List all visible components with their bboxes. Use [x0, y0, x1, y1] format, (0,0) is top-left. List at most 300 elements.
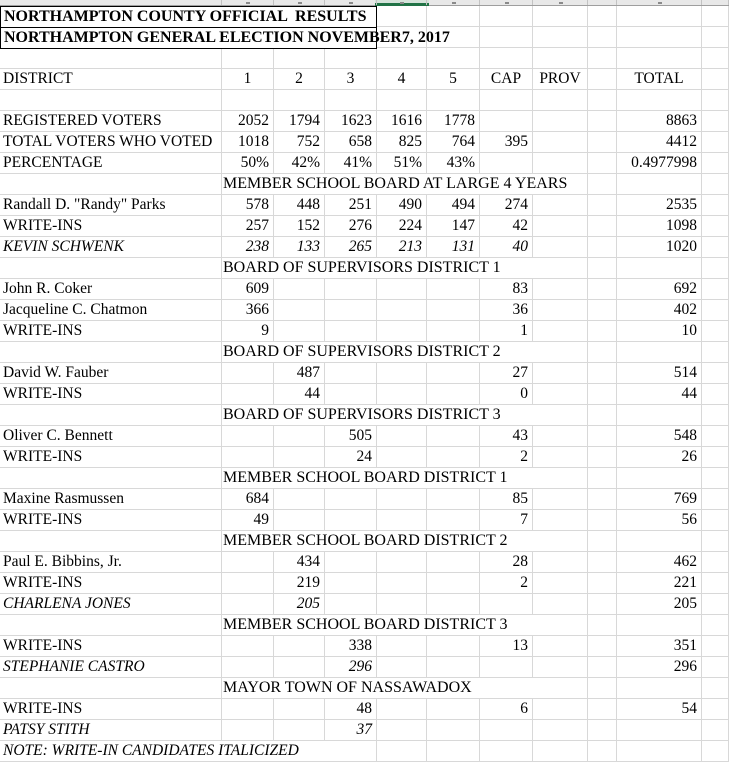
cell-edge[interactable] [702, 90, 729, 111]
column-header-cell[interactable] [588, 69, 617, 90]
cell-prov[interactable] [533, 489, 588, 510]
cell-c1[interactable] [222, 447, 274, 468]
cell-c3[interactable]: 276 [325, 216, 377, 237]
cell-c1[interactable] [222, 657, 274, 678]
cell-c5[interactable] [427, 720, 480, 741]
cell-c4[interactable] [377, 279, 427, 300]
cell-edge[interactable] [702, 111, 729, 132]
cell-sp[interactable] [588, 552, 617, 573]
cell-cap[interactable] [480, 27, 533, 48]
cell-total[interactable]: 205 [617, 594, 702, 615]
cell-c2[interactable]: 448 [274, 195, 325, 216]
cell-c3[interactable]: 251 [325, 195, 377, 216]
cell-c3[interactable] [325, 279, 377, 300]
cell-c5[interactable]: 1778 [427, 111, 480, 132]
cell-sp[interactable] [588, 468, 617, 489]
cell-cap[interactable]: 40 [480, 237, 533, 258]
cell-c2[interactable]: 752 [274, 132, 325, 153]
cell-prov[interactable] [533, 195, 588, 216]
cell-c3[interactable] [325, 594, 377, 615]
cell-c5[interactable] [427, 48, 480, 69]
cell-c3[interactable] [325, 90, 377, 111]
cell-edge[interactable] [702, 510, 729, 531]
cell-c2[interactable]: 205 [274, 594, 325, 615]
cell-total[interactable]: 54 [617, 699, 702, 720]
cell-c4[interactable]: 224 [377, 216, 427, 237]
cell-c2[interactable] [274, 48, 325, 69]
cell-sp[interactable] [588, 216, 617, 237]
cell-label[interactable] [0, 48, 222, 69]
cell-sp[interactable] [588, 510, 617, 531]
cell-c1[interactable] [222, 636, 274, 657]
cell-total[interactable]: 1020 [617, 237, 702, 258]
cell-prov[interactable] [533, 321, 588, 342]
cell-edge[interactable] [702, 489, 729, 510]
cell-cap[interactable] [480, 48, 533, 69]
column-header-cell[interactable]: TOTAL [617, 69, 702, 90]
cell-edge[interactable] [702, 405, 729, 426]
cell-c3[interactable]: 296 [325, 657, 377, 678]
cell-total[interactable] [617, 48, 702, 69]
cell-label[interactable]: TOTAL VOTERS WHO VOTED [0, 132, 222, 153]
cell-label[interactable]: WRITE-INS [0, 636, 222, 657]
cell-sp[interactable] [588, 573, 617, 594]
cell-c2[interactable] [274, 510, 325, 531]
cell-c5[interactable] [427, 6, 480, 27]
cell-total[interactable] [617, 531, 702, 552]
cell-sp[interactable] [588, 384, 617, 405]
cell-c1[interactable] [222, 573, 274, 594]
cell-c1[interactable]: 578 [222, 195, 274, 216]
cell-total[interactable] [617, 90, 702, 111]
cell-c5[interactable]: 43% [427, 153, 480, 174]
section-header-cell[interactable]: MEMBER SCHOOL BOARD AT LARGE 4 YEARS [222, 174, 588, 195]
column-header-cell[interactable]: CAP [480, 69, 533, 90]
cell-label[interactable] [0, 531, 222, 552]
cell-prov[interactable] [533, 279, 588, 300]
cell-cap[interactable]: 1 [480, 321, 533, 342]
cell-cap[interactable]: 43 [480, 426, 533, 447]
cell-prov[interactable] [533, 510, 588, 531]
cell-c3[interactable]: 338 [325, 636, 377, 657]
cell-edge[interactable] [702, 741, 729, 762]
cell-sp[interactable] [588, 279, 617, 300]
cell-prov[interactable] [533, 573, 588, 594]
cell-sp[interactable] [588, 321, 617, 342]
cell-prov[interactable] [533, 447, 588, 468]
cell-sp[interactable] [588, 741, 617, 762]
cell-label[interactable] [0, 615, 222, 636]
cell-label[interactable]: Maxine Rasmussen [0, 489, 222, 510]
cell-total[interactable] [617, 615, 702, 636]
cell-c1[interactable]: 257 [222, 216, 274, 237]
cell-c4[interactable] [377, 510, 427, 531]
cell-c1[interactable]: 1018 [222, 132, 274, 153]
cell-cap[interactable]: 85 [480, 489, 533, 510]
cell-c2[interactable] [274, 636, 325, 657]
cell-total[interactable]: 56 [617, 510, 702, 531]
column-header-cell[interactable]: 2 [274, 69, 325, 90]
cell-c3[interactable]: 24 [325, 447, 377, 468]
cell-c5[interactable]: 147 [427, 216, 480, 237]
cell-c5[interactable] [427, 426, 480, 447]
cell-cap[interactable]: 83 [480, 279, 533, 300]
cell-sp[interactable] [588, 426, 617, 447]
cell-sp[interactable] [588, 111, 617, 132]
cell-edge[interactable] [702, 321, 729, 342]
cell-label[interactable] [0, 174, 222, 195]
sheet-subtitle[interactable]: NORTHAMPTON GENERAL ELECTION NOVEMBER7, 2017 [4, 29, 450, 46]
cell-prov[interactable] [533, 699, 588, 720]
cell-c5[interactable] [427, 552, 480, 573]
cell-sp[interactable] [588, 48, 617, 69]
cell-sp[interactable] [588, 699, 617, 720]
sheet-title[interactable]: NORTHAMPTON COUNTY OFFICIAL RESULTS [1, 7, 376, 28]
cell-cap[interactable] [480, 657, 533, 678]
cell-total[interactable] [617, 468, 702, 489]
cell-prov[interactable] [533, 153, 588, 174]
cell-edge[interactable] [702, 300, 729, 321]
cell-sp[interactable] [588, 132, 617, 153]
cell-prov[interactable] [533, 90, 588, 111]
cell-c5[interactable] [427, 657, 480, 678]
cell-c2[interactable]: 42% [274, 153, 325, 174]
cell-sp[interactable] [588, 720, 617, 741]
cell-c5[interactable] [427, 489, 480, 510]
cell-sp[interactable] [588, 531, 617, 552]
cell-label[interactable] [0, 678, 222, 699]
cell-c3[interactable] [325, 384, 377, 405]
cell-c3[interactable] [325, 510, 377, 531]
cell-label[interactable] [0, 405, 222, 426]
cell-c1[interactable] [222, 594, 274, 615]
note-cell[interactable]: NOTE: WRITE-IN CANDIDATES ITALICIZED [0, 741, 377, 762]
column-header-cell[interactable]: DISTRICT [0, 69, 222, 90]
cell-cap[interactable]: 2 [480, 447, 533, 468]
cell-total[interactable] [617, 6, 702, 27]
cell-c4[interactable] [377, 720, 427, 741]
cell-prov[interactable] [533, 27, 588, 48]
cell-c5[interactable]: 494 [427, 195, 480, 216]
cell-edge[interactable] [702, 174, 729, 195]
cell-label[interactable]: WRITE-INS [0, 699, 222, 720]
cell-c4[interactable] [377, 321, 427, 342]
cell-prov[interactable] [533, 594, 588, 615]
cell-label[interactable]: WRITE-INS [0, 216, 222, 237]
cell-c3[interactable] [325, 573, 377, 594]
cell-c3[interactable]: 658 [325, 132, 377, 153]
cell-sp[interactable] [588, 594, 617, 615]
cell-prov[interactable] [533, 132, 588, 153]
cell-prov[interactable] [533, 636, 588, 657]
cell-c2[interactable] [274, 300, 325, 321]
cell-c3[interactable]: 41% [325, 153, 377, 174]
cell-prov[interactable] [533, 384, 588, 405]
cell-prov[interactable] [533, 216, 588, 237]
cell-edge[interactable] [702, 426, 729, 447]
cell-cap[interactable] [480, 594, 533, 615]
column-header-cell[interactable]: PROV [533, 69, 588, 90]
cell-c1[interactable]: 684 [222, 489, 274, 510]
cell-c2[interactable] [274, 657, 325, 678]
cell-c2[interactable] [274, 321, 325, 342]
section-header-cell[interactable]: BOARD OF SUPERVISORS DISTRICT 2 [222, 342, 588, 363]
cell-total[interactable] [617, 405, 702, 426]
cell-edge[interactable] [702, 279, 729, 300]
cell-sp[interactable] [588, 174, 617, 195]
cell-c4[interactable] [377, 447, 427, 468]
cell-edge[interactable] [702, 531, 729, 552]
cell-sp[interactable] [588, 657, 617, 678]
cell-c2[interactable]: 219 [274, 573, 325, 594]
cell-c1[interactable] [222, 363, 274, 384]
cell-label[interactable] [0, 258, 222, 279]
cell-c2[interactable] [274, 447, 325, 468]
cell-total[interactable]: 0.4977998 [617, 153, 702, 174]
cell-c4[interactable]: 51% [377, 153, 427, 174]
cell-c1[interactable] [222, 90, 274, 111]
cell-total[interactable] [617, 27, 702, 48]
cell-total[interactable]: 514 [617, 363, 702, 384]
cell-total[interactable]: 548 [617, 426, 702, 447]
cell-label[interactable]: PATSY STITH [0, 720, 222, 741]
cell-sp[interactable] [588, 489, 617, 510]
cell-c3[interactable]: 265 [325, 237, 377, 258]
cell-total[interactable]: 44 [617, 384, 702, 405]
cell-prov[interactable] [533, 237, 588, 258]
cell-c1[interactable]: 50% [222, 153, 274, 174]
column-header-cell[interactable]: 3 [325, 69, 377, 90]
cell-total[interactable] [617, 258, 702, 279]
cell-c5[interactable] [427, 321, 480, 342]
cell-c1[interactable]: 609 [222, 279, 274, 300]
cell-cap[interactable]: 36 [480, 300, 533, 321]
cell-label[interactable] [0, 90, 222, 111]
cell-c1[interactable] [222, 48, 274, 69]
cell-sp[interactable] [588, 195, 617, 216]
cell-sp[interactable] [588, 615, 617, 636]
cell-label[interactable]: PERCENTAGE [0, 153, 222, 174]
cell-sp[interactable] [588, 636, 617, 657]
cell-c3[interactable] [325, 48, 377, 69]
cell-prov[interactable] [533, 741, 588, 762]
cell-c5[interactable] [427, 363, 480, 384]
cell-c5[interactable] [427, 573, 480, 594]
cell-edge[interactable] [702, 363, 729, 384]
cell-edge[interactable] [702, 552, 729, 573]
cell-total[interactable]: 1098 [617, 216, 702, 237]
cell-c5[interactable] [427, 90, 480, 111]
cell-cap[interactable]: 28 [480, 552, 533, 573]
cell-cap[interactable] [480, 6, 533, 27]
cell-total[interactable]: 296 [617, 657, 702, 678]
cell-c1[interactable]: 9 [222, 321, 274, 342]
cell-c2[interactable] [274, 90, 325, 111]
cell-sp[interactable] [588, 153, 617, 174]
cell-edge[interactable] [702, 258, 729, 279]
cell-c1[interactable] [222, 720, 274, 741]
cell-c3[interactable] [325, 363, 377, 384]
section-header-cell[interactable]: MEMBER SCHOOL BOARD DISTRICT 3 [222, 615, 588, 636]
cell-cap[interactable]: 274 [480, 195, 533, 216]
cell-c3[interactable] [325, 300, 377, 321]
cell-c2[interactable]: 133 [274, 237, 325, 258]
cell-edge[interactable] [702, 237, 729, 258]
cell-c5[interactable]: 764 [427, 132, 480, 153]
cell-label[interactable]: Oliver C. Bennett [0, 426, 222, 447]
cell-c5[interactable] [427, 636, 480, 657]
cell-label[interactable] [0, 342, 222, 363]
cell-c5[interactable] [427, 510, 480, 531]
cell-c4[interactable] [377, 636, 427, 657]
cell-edge[interactable] [702, 636, 729, 657]
cell-edge[interactable] [702, 447, 729, 468]
cell-total[interactable]: 26 [617, 447, 702, 468]
cell-total[interactable]: 4412 [617, 132, 702, 153]
cell-edge[interactable] [702, 615, 729, 636]
cell-c5[interactable] [427, 300, 480, 321]
cell-sp[interactable] [588, 678, 617, 699]
cell-c4[interactable] [377, 489, 427, 510]
cell-c2[interactable] [274, 720, 325, 741]
cell-cap[interactable]: 395 [480, 132, 533, 153]
cell-label[interactable]: WRITE-INS [0, 321, 222, 342]
cell-sp[interactable] [588, 237, 617, 258]
cell-c5[interactable] [427, 741, 480, 762]
cell-c1[interactable]: 366 [222, 300, 274, 321]
cell-cap[interactable]: 7 [480, 510, 533, 531]
cell-total[interactable]: 2535 [617, 195, 702, 216]
cell-total[interactable] [617, 174, 702, 195]
cell-cap[interactable] [480, 741, 533, 762]
cell-c5[interactable] [427, 384, 480, 405]
section-header-cell[interactable]: BOARD OF SUPERVISORS DISTRICT 1 [222, 258, 588, 279]
cell-sp[interactable] [588, 363, 617, 384]
cell-edge[interactable] [702, 657, 729, 678]
cell-edge[interactable] [702, 678, 729, 699]
cell-c4[interactable] [377, 552, 427, 573]
cell-edge[interactable] [702, 720, 729, 741]
cell-c1[interactable]: 49 [222, 510, 274, 531]
cell-c3[interactable]: 505 [325, 426, 377, 447]
cell-prov[interactable] [533, 426, 588, 447]
cell-c1[interactable]: 238 [222, 237, 274, 258]
cell-total[interactable]: 8863 [617, 111, 702, 132]
cell-edge[interactable] [702, 384, 729, 405]
cell-cap[interactable] [480, 153, 533, 174]
cell-total[interactable] [617, 741, 702, 762]
cell-total[interactable] [617, 720, 702, 741]
cell-sp[interactable] [588, 405, 617, 426]
cell-label[interactable]: Jacqueline C. Chatmon [0, 300, 222, 321]
cell-c4[interactable] [377, 6, 427, 27]
cell-cap[interactable] [480, 90, 533, 111]
cell-c4[interactable] [377, 657, 427, 678]
cell-total[interactable]: 351 [617, 636, 702, 657]
column-header-cell[interactable]: 4 [377, 69, 427, 90]
cell-c3[interactable] [325, 552, 377, 573]
cell-c4[interactable] [377, 699, 427, 720]
cell-c4[interactable] [377, 90, 427, 111]
cell-total[interactable]: 692 [617, 279, 702, 300]
cell-c3[interactable]: 1623 [325, 111, 377, 132]
cell-c1[interactable] [222, 384, 274, 405]
cell-total[interactable]: 769 [617, 489, 702, 510]
cell-edge[interactable] [702, 699, 729, 720]
cell-label[interactable]: WRITE-INS [0, 384, 222, 405]
cell-edge[interactable] [702, 48, 729, 69]
cell-c4[interactable] [377, 741, 427, 762]
cell-c4[interactable] [377, 594, 427, 615]
cell-c3[interactable]: 48 [325, 699, 377, 720]
cell-total[interactable]: 462 [617, 552, 702, 573]
cell-c3[interactable]: 37 [325, 720, 377, 741]
section-header-cell[interactable]: MEMBER SCHOOL BOARD DISTRICT 1 [222, 468, 588, 489]
cell-label[interactable]: WRITE-INS [0, 447, 222, 468]
cell-c5[interactable] [427, 279, 480, 300]
cell-c3[interactable] [325, 489, 377, 510]
cell-c2[interactable]: 487 [274, 363, 325, 384]
cell-cap[interactable]: 42 [480, 216, 533, 237]
cell-cap[interactable]: 6 [480, 699, 533, 720]
cell-sp[interactable] [588, 447, 617, 468]
cell-prov[interactable] [533, 657, 588, 678]
cell-c2[interactable]: 44 [274, 384, 325, 405]
cell-c4[interactable] [377, 48, 427, 69]
section-header-cell[interactable]: BOARD OF SUPERVISORS DISTRICT 3 [222, 405, 588, 426]
cell-label[interactable]: John R. Coker [0, 279, 222, 300]
cell-c1[interactable] [222, 699, 274, 720]
cell-label[interactable]: KEVIN SCHWENK [0, 237, 222, 258]
cell-cap[interactable]: 13 [480, 636, 533, 657]
cell-cap[interactable]: 27 [480, 363, 533, 384]
cell-c5[interactable] [427, 447, 480, 468]
cell-label[interactable]: Randall D. "Randy" Parks [0, 195, 222, 216]
cell-total[interactable] [617, 342, 702, 363]
cell-c2[interactable]: 1794 [274, 111, 325, 132]
cell-edge[interactable] [702, 153, 729, 174]
cell-c3[interactable] [325, 321, 377, 342]
cell-c2[interactable] [274, 489, 325, 510]
cell-prov[interactable] [533, 111, 588, 132]
cell-c4[interactable]: 825 [377, 132, 427, 153]
cell-edge[interactable] [702, 27, 729, 48]
cell-c1[interactable]: 2052 [222, 111, 274, 132]
cell-sp[interactable] [588, 27, 617, 48]
cell-prov[interactable] [533, 363, 588, 384]
cell-label[interactable] [0, 468, 222, 489]
cell-c4[interactable]: 213 [377, 237, 427, 258]
cell-total[interactable]: 10 [617, 321, 702, 342]
cell-edge[interactable] [702, 195, 729, 216]
cell-total[interactable]: 221 [617, 573, 702, 594]
cell-prov[interactable] [533, 48, 588, 69]
cell-c5[interactable]: 131 [427, 237, 480, 258]
cell-sp[interactable] [588, 258, 617, 279]
cell-edge[interactable] [702, 468, 729, 489]
cell-sp[interactable] [588, 342, 617, 363]
cell-label[interactable]: STEPHANIE CASTRO [0, 657, 222, 678]
cell-c2[interactable] [274, 279, 325, 300]
cell-c4[interactable] [377, 384, 427, 405]
cell-sp[interactable] [588, 6, 617, 27]
cell-edge[interactable] [702, 216, 729, 237]
cell-label[interactable]: WRITE-INS [0, 510, 222, 531]
cell-edge[interactable] [702, 6, 729, 27]
cell-prov[interactable] [533, 300, 588, 321]
section-header-cell[interactable]: MEMBER SCHOOL BOARD DISTRICT 2 [222, 531, 588, 552]
cell-c2[interactable]: 152 [274, 216, 325, 237]
